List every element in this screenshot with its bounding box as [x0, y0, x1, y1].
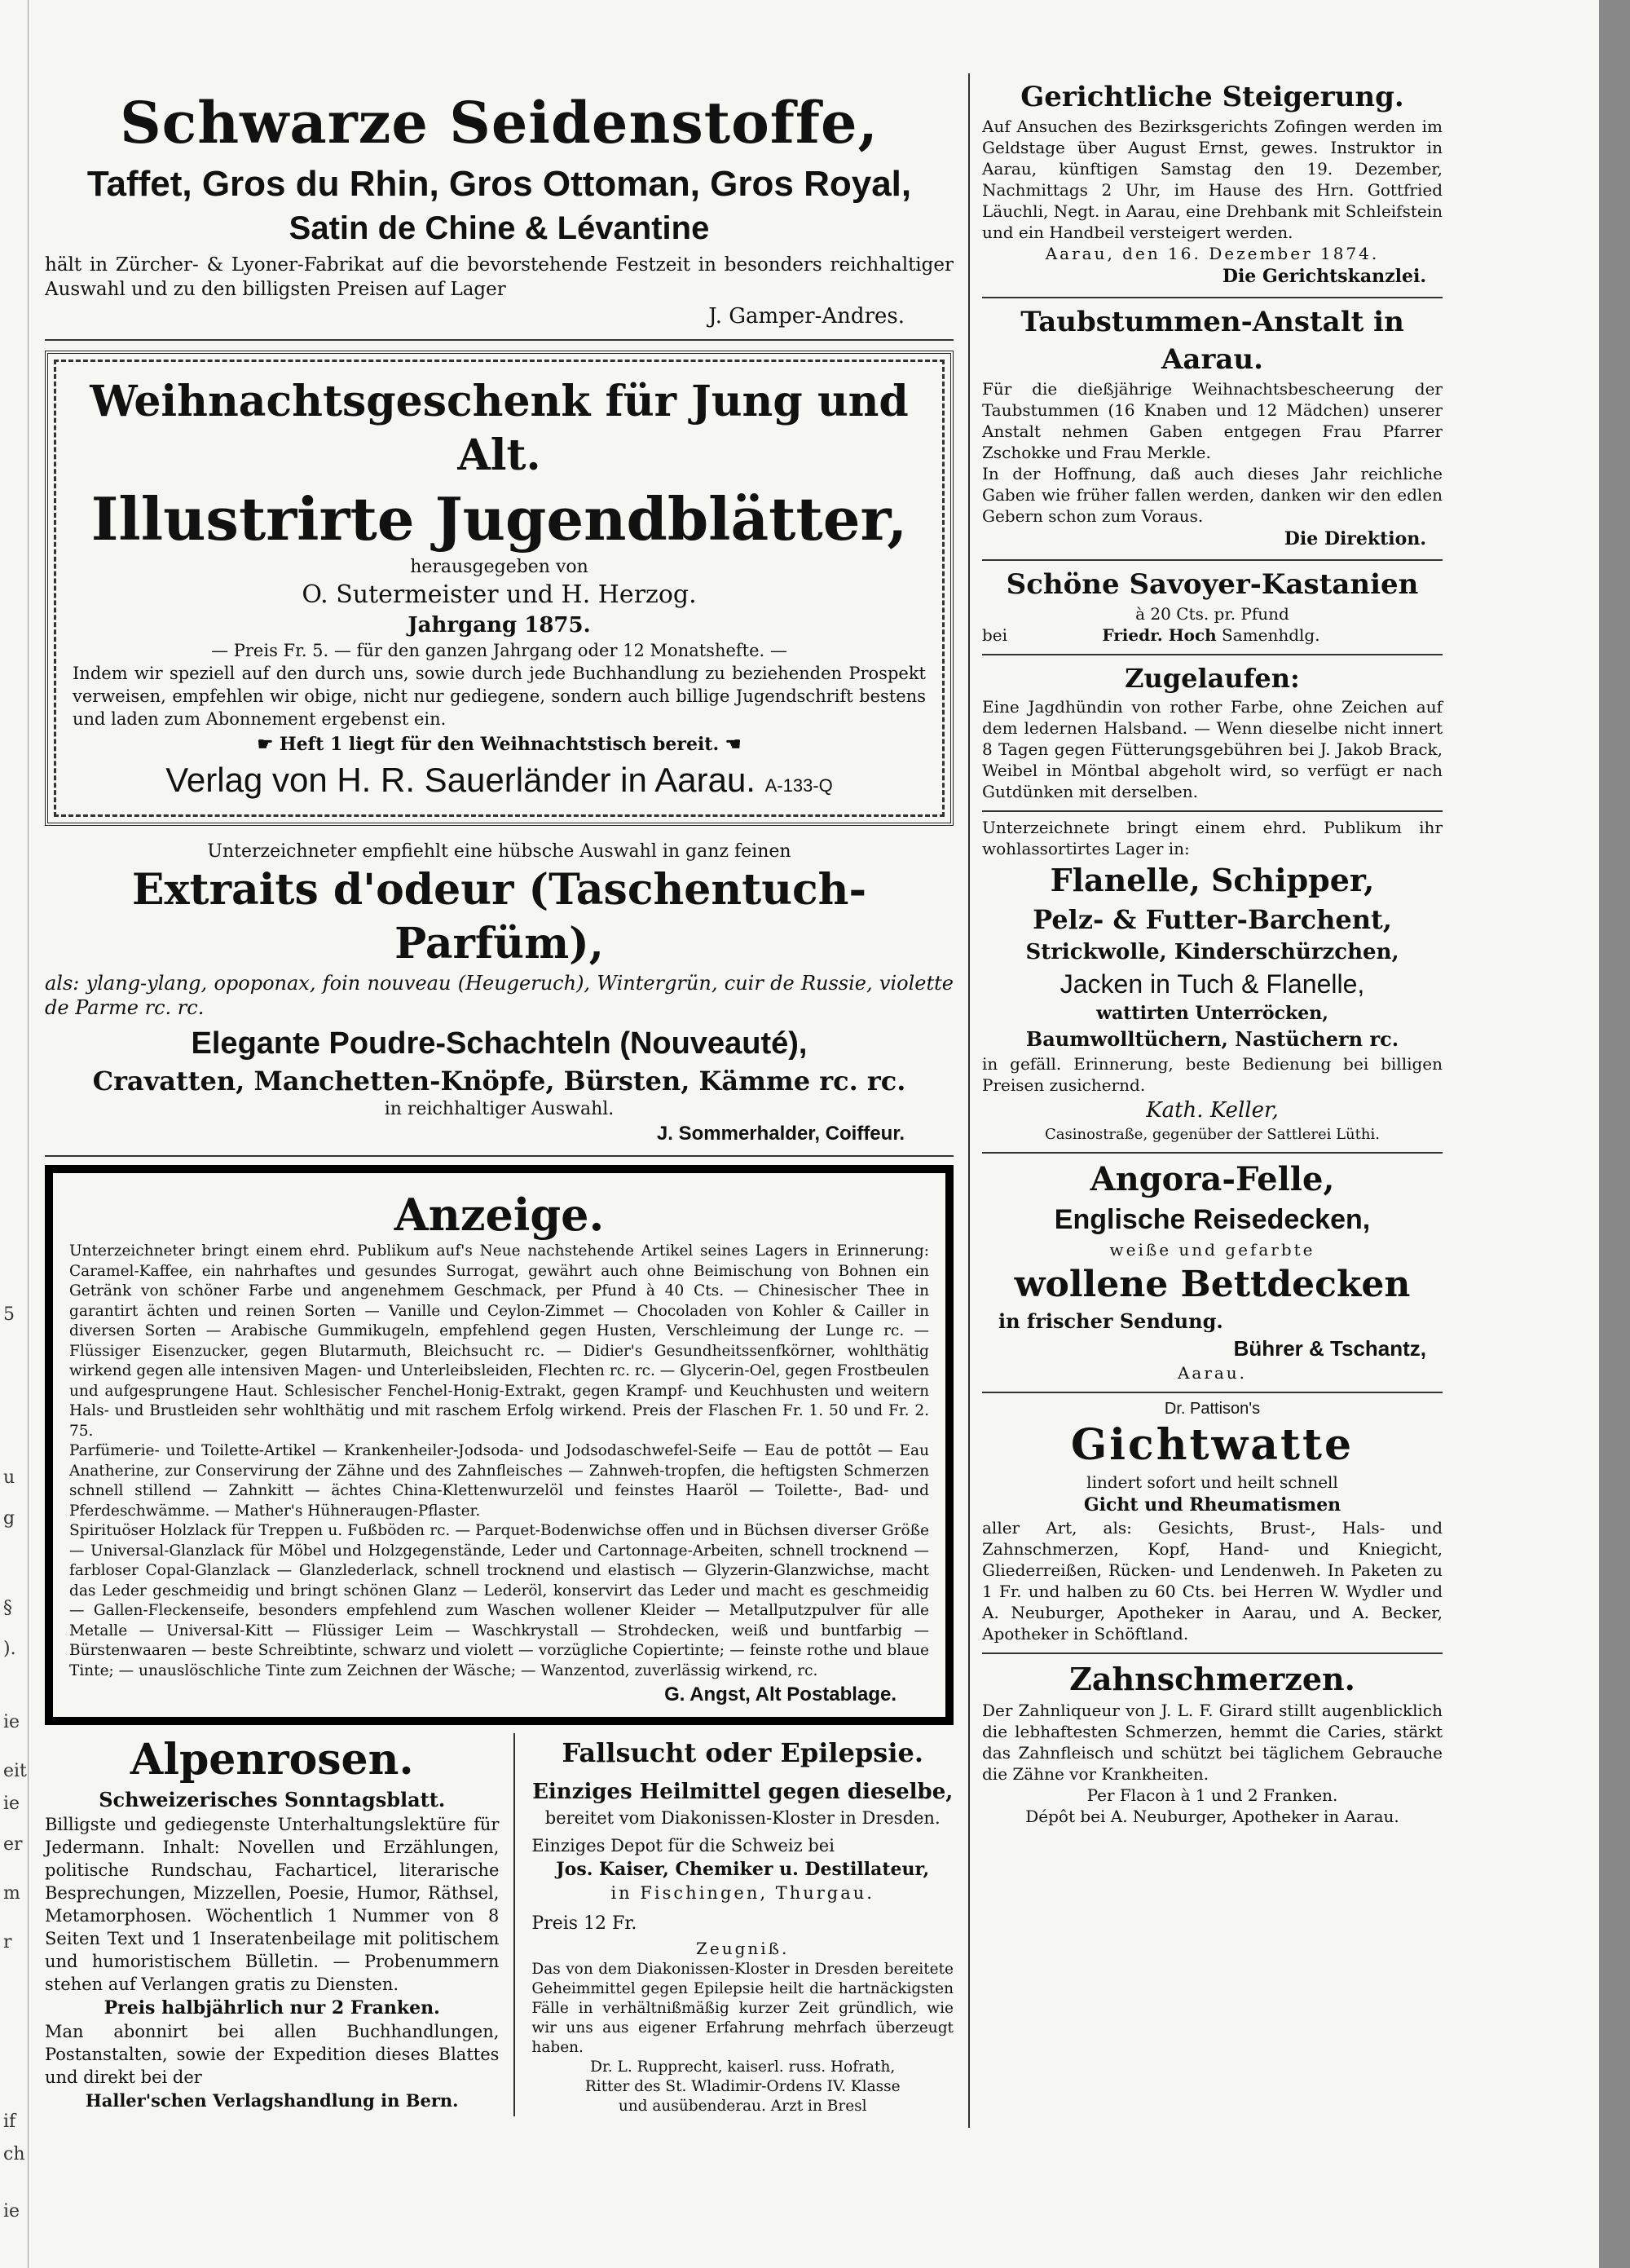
ad-line: Pelz- & Futter-Barchent, [1033, 904, 1392, 935]
ad-line: in reichhaltiger Auswahl. [384, 1099, 615, 1119]
ad-price: Per Flacon à 1 und 2 Franken. [1086, 1785, 1338, 1805]
ad-date: Aarau, den 16. Dezember 1874. [1045, 244, 1380, 263]
ad-body: Indem wir speziell auf den durch uns, sowie durch jede Buchhandlung zu beziehenden Prospekt verweisen, empfehlen wir obige, nicht nur gediegene, sondern auch billige Jugendschrift bestens und laden zum Abonnement ergebenst ein. [73, 664, 926, 729]
ad-signature: J. Sommerhalder, Coiffeur. [656, 1123, 905, 1145]
ad-body: Auf Ansuchen des Bezirksgerichts Zofingen werden im Geldstage über August Ernst, gewes. Instruktor in Aarau, künftigen Samstag den 19. Dezember, Nachmittags 2 Uhr, im Hause des Hrn. Gottfried Läuchli, Negt. in Aarau, eine Drehbank mit Schleifstein und ein Handbeil versteigert werden. [982, 117, 1443, 242]
ad-buehrer [982, 1154, 1443, 1393]
ad-line: Strickwolle, Kinderschürzchen, [1025, 940, 1399, 964]
fragment: ch [3, 2144, 25, 2164]
ad-name: Illustrirte Jugendblätter, [90, 484, 908, 554]
scan-edge [1599, 0, 1630, 2268]
ad-price: Preis halbjährlich nur 2 Franken. [104, 1997, 440, 2019]
ad-body: In der Hoffnung, daß auch dieses Jahr reichliche Gaben wie früher fallen werden, danken wir den edlen Gebern schon zum Voraus. [982, 464, 1443, 526]
ad-title: Gerichtliche Steigerung. [1020, 81, 1404, 113]
ad-line: Baumwolltüchern, Nastüchern rc. [1025, 1027, 1399, 1051]
ad-line: Elegante Poudre-Schachteln (Nouveauté), [191, 1026, 808, 1061]
ad-line: weiße und gefarbte [1109, 1240, 1315, 1260]
fragment: u [3, 1467, 15, 1488]
ad-seller: Friedr. Hoch [1102, 625, 1217, 645]
ad-line: ☛ Heft 1 liegt für den Weihnachtstisch bereit. ☚ [257, 734, 742, 755]
ad-subtitle: Schweizerisches Sonntagsblatt. [99, 1788, 446, 1811]
ad-intro: Unterzeichneter empfiehlt eine hübsche Auswahl in ganz feinen [207, 841, 791, 862]
ad-kastanien [982, 561, 1443, 655]
ad-signature: Dr. L. Rupprecht, kaiserl. russ. Hofrath, [590, 2058, 896, 2076]
ad-publisher [73, 758, 926, 808]
ad-line: Gicht und Rheumatismen [1083, 1494, 1341, 1516]
ad-line: Englische Reisedecken, [1054, 1204, 1371, 1235]
ad-title: Schwarze Seidenstoffe, [120, 89, 879, 157]
ad-depot: Dépôt bei A. Neuburger, Apotheker in Aarau. [1025, 1807, 1399, 1826]
ad-price: Preis 12 Fr. [531, 1913, 637, 1934]
ad-title: Weihnachtsgeschenk für Jung und Alt. [90, 377, 909, 480]
ad-line: Satin de Chine & Lévantine [289, 210, 710, 246]
ad-price: à 20 Cts. pr. Pfund [1135, 604, 1289, 624]
ad-line: Angora-Felle, [1090, 1160, 1335, 1198]
bottom-left-ads [45, 1733, 954, 2116]
ad-fallsucht [515, 1733, 954, 2116]
fragment: r [3, 1932, 12, 1953]
ad-line: Jacken in Tuch & Flanelle, [1060, 969, 1365, 999]
right-column [982, 73, 1443, 1827]
ad-taubstummen [982, 298, 1443, 561]
ad-body: Der Zahnliqueur von J. L. F. Girard stillt augenblicklich die lebhaftesten Schmerzen, hemmt die Caries, stärkt das Zahnfleisch und schützt bei täglichem Gebrauche die Zähne vor Krankheiten. [982, 1701, 1443, 1784]
ad-extraits [45, 836, 954, 1157]
ad-zeugnis-title: Zeugniß. [695, 1939, 790, 1958]
ad-title: Schöne Savoyer-Kastanien [1006, 568, 1419, 601]
ad-signature: und ausübenderau. Arzt in Bresl [618, 2098, 867, 2115]
ad-body: in gefäll. Erinnerung, beste Bedienung bei billigen Preisen zusichernd. [982, 1054, 1443, 1095]
ad-title: Anzeige. [394, 1189, 605, 1241]
ad-body: Für die dießjährige Weihnachtsbescheerung der Taubstummen (16 Knaben und 12 Mädchen) unserer Anstalt nehmen Gaben entgegen Frau Pfarrer Zschokke und Frau Merkle. [982, 379, 1443, 462]
ad-line: in Fischingen, Thurgau. [610, 1883, 874, 1903]
ad-signature: Kath. Keller, [1146, 1098, 1279, 1123]
fragment: ie [3, 1794, 20, 1814]
fragment: er [3, 1834, 23, 1855]
ad-zugelaufen [982, 655, 1443, 812]
fragment: g [3, 1508, 15, 1529]
publisher-name: Verlag von H. R. Sauerländer in Aarau. [165, 761, 756, 799]
ad-address: Casinostraße, gegenüber der Sattlerei Lüthi. [1045, 1126, 1380, 1143]
ad-title: Taubstummen-Anstalt in Aarau. [1020, 306, 1404, 376]
ad-line: herausgegeben von [410, 557, 588, 577]
fragment: ie [3, 1712, 20, 1732]
ad-line: Flanelle, Schipper, [1050, 862, 1375, 898]
ad-list: als: ylang-ylang, opoponax, foin nouveau (Heugeruch), Wintergrün, cuir de Russie, violette de Parme rc. rc. [45, 972, 954, 1019]
ad-publisher: Haller'schen Verlagshandlung in Bern. [85, 2090, 459, 2111]
ad-title: Gichtwatte [1070, 1420, 1355, 1470]
ad-seller-line [982, 624, 1443, 646]
ad-seidenstoffe [45, 73, 954, 341]
ad-alpenrosen [45, 1733, 515, 2116]
ad-price: — Preis Fr. 5. — für den ganzen Jahrgang oder 12 Monatshefte. — [211, 641, 787, 660]
ad-jugendblaetter [45, 351, 954, 826]
ad-place: Aarau. [1177, 1363, 1248, 1383]
ad-line: Cravatten, Manchetten-Knöpfe, Bürsten, Kämme rc. rc. [92, 1066, 906, 1096]
fragment: ie [3, 2201, 20, 2222]
ad-gichtwatte [982, 1393, 1443, 1654]
ad-line: bereitet vom Diakonissen-Kloster in Dresden. [544, 1808, 941, 1828]
ad-steigerung [982, 73, 1443, 298]
ad-line: wollene Bettdecken [1014, 1264, 1411, 1305]
ad-body: Billigste und gediegenste Unterhaltungslektüre für Jedermann. Inhalt: Novellen und Erzählungen, politische Rundschau, Facharticel, literarische Besprechungen, Mizzellen, Poesie, Humor, Räthsel, Metamorphosen. Wöchentlich 1 Nummer von 8 Seiten Text und 1 Inseratenbeilage mit politischem und humoristischem Bülletin. — Probenummern stehen auf Verlangen gratis zu Diensten. [45, 1815, 500, 1994]
column-divider [968, 73, 970, 2128]
fragment: § [3, 1598, 12, 1618]
ad-signature: Die Direktion. [1284, 528, 1426, 549]
ad-body: Eine Jagdhündin von rother Farbe, ohne Zeichen auf dem ledernen Halsband. — Wenn dieselbe nicht innert 8 Tagen gegen Fütterungsgebühren bei J. Jakob Brack, Weibel in Möntbal abgeholt wird, so verfügt er nach Gutdünken mit derselben. [982, 697, 1443, 801]
ad-suffix: Samenhdlg. [1222, 625, 1320, 645]
ad-body: Man abonnirt bei allen Buchhandlungen, Postanstalten, sowie der Expedition dieses Blattes und direkt bei der [45, 2022, 500, 2087]
ad-line: O. Sutermeister und H. Herzog. [302, 580, 697, 609]
ad-body: hält in Zürcher- & Lyoner-Fabrikat auf die bevorstehende Festzeit in besonders reichhaltiger Auswahl und zu den billigsten Preisen auf Lager [45, 254, 954, 300]
ad-zeugnis: Das von dem Diakonissen-Kloster in Dresden bereitete Geheimmittel gegen Epilepsie heilt die hartnäckigsten Fälle in verhältnißmäßig kurzer Zeit gründlich, wie wir uns aus eigener Erfahrung mehrfach überzeugt haben. [531, 1961, 954, 2056]
fragment: m [3, 1883, 20, 1904]
fragment: eit [3, 1761, 27, 1781]
ad-signature: G. Angst, Alt Postablage. [664, 1683, 896, 1705]
ad-intro: Unterzeichnete bringt einem ehrd. Publikum ihr wohlassortirtes Lager in: [982, 818, 1443, 858]
ad-heft: Heft 1 liegt für den Weihnachtstisch bereit. [279, 734, 720, 755]
ad-paragraph: Spirituöser Holzlack für Treppen u. Fußböden rc. — Parquet-Bodenwichse offen und in Büchsen diverser Größe — Universal-Glanzlack für Möbel und Holzgegenstände, Leder und Cartonnage-Arbeiten, schnell trocknend — farbloser Copal-Glanzlack — Glanzlederlack, schnell trocknend und elastisch — Glyzerin-Glanzwichse, macht das Leder geschmeidig und bringt schönen Glanz — Lederöl, konservirt das Leder und macht es geschmeidig — Gallen-Fleckenseife, besonders empfehlend zum Waschen wollener Kleider — Metallputzpulver für alle Metalle — Universal-Kitt — Flüssiger Leim — Waschkrystall — Strohdecken, weiß und buntfarbig — Bürstenwaaren — beste Schreibtinte, schwarz und violett — vorzügliche Copiertinte; — feinste rothe und blaue Tinte; — unauslöschliche Tinte zum Zeichnen der Wäsche; — Wanzentod, zuverlässig wirkend, rc. [69, 1522, 929, 1679]
ad-signature: Bührer & Tschantz, [1233, 1336, 1426, 1361]
ad-keller [982, 812, 1443, 1154]
left-column [45, 73, 954, 2116]
ad-zahnschmerzen [982, 1654, 1443, 1827]
ad-body: aller Art, als: Gesichts, Brust-, Hals- und Zahnschmerzen, Kopf, Hand- und Kniegicht, Gliederreißen, Rücken- und Lendenweh. In Paketen zu 1 Fr. und halben zu 60 Cts. bei Herren W. Wydler und A. Neuburger, Apotheker in Aarau, und A. Becker, Apotheker in Schöftland. [982, 1518, 1443, 1644]
ad-title: Zahnschmerzen. [1069, 1661, 1355, 1697]
ad-line: Jahrgang 1875. [408, 613, 591, 638]
ad-signature: Ritter des St. Wladimir-Ordens IV. Klasse [584, 2078, 901, 2095]
ad-anzeige [45, 1165, 954, 1725]
fragment: ). [3, 1639, 16, 1659]
ad-line: wattirten Unterröcken, [1096, 1003, 1328, 1024]
ad-line: Jos. Kaiser, Chemiker u. Destillateur, [556, 1859, 930, 1880]
ad-line: lindert sofort und heilt schnell [1086, 1472, 1338, 1492]
ad-intro: Dr. Pattison's [1164, 1400, 1261, 1418]
ad-bei: bei [982, 625, 1008, 645]
ad-signature: Die Gerichtskanzlei. [1222, 266, 1426, 287]
ad-line: Einziges Depot für die Schweiz bei [531, 1836, 835, 1855]
ad-line: Einziges Heilmittel gegen dieselbe, [532, 1780, 954, 1804]
left-margin-fragments [0, 0, 29, 2268]
ad-paragraph: Unterzeichneter bringt einem ehrd. Publikum auf's Neue nachstehende Artikel seines Lagers in Erinnerung: Caramel-Kaffee, ein nahrhaftes und gesundes Surrogat, gewährt auch ohne Beimischung von Bohnen ein Getränk von schöner Farbe und angenehmem Geschmack, per Pfund à 40 Cts. — Chinesischer Thee in garantirt ächten und reinen Sorten — Vanille und Ceylon-Zimmet — Chocoladen von Kohler & Cailler in diversen Sorten — Arabische Gummikugeln, empfehlend gegen Husten, Verschleimung der Lunge rc. — Flüssiger Eisenzucker, gegen Blutarmuth, Bleichsucht rc. — Didier's Gesundheitssenfkörner, wohlthätig wirkend gegen alle intensiven Magen- und Unterleibsleiden, Flechten rc. rc. — Glycerin-Oel, gegen Frostbeulen und aufgesprungene Haut. Schlesischer Fenchel-Honig-Extrakt, gegen Krampf- und Keuchhusten und weitern Hals- und Brustleiden sehr wohlthätig und mit raschem Erfolg wirkend. Preis der Flaschen Fr. 1. 50 und Fr. 2. 75. [69, 1242, 929, 1440]
ad-line: Taffet, Gros du Rhin, Gros Ottoman, Gros Royal, [86, 164, 912, 204]
ad-line: in frischer Sendung. [998, 1309, 1223, 1333]
ad-title: Fallsucht oder Epilepsie. [562, 1737, 923, 1768]
ad-paragraph: Parfümerie- und Toilette-Artikel — Krankenheiler-Jodsoda- und Jodsodaschwefel-Seife — Eau de pottôt — Eau Anatherine, zur Conservirung der Zähne und des Zahnfleisches — Zahnweh-tropfen, die heftigsten Schmerzen schnell stillend — Zahnkitt — ächtes China-Klettenwurzelöl und feinstes Haaröl — Toilette-, Bad- und Pferdeschwämme. — Mather's Hühneraugen-Pflaster. [69, 1442, 929, 1520]
ad-title: Extraits d'odeur (Taschentuch-Parfüm), [131, 865, 867, 969]
fragment: 5 [3, 1304, 15, 1325]
fragment: if [3, 2111, 16, 2132]
ad-code: A-133-Q [764, 775, 833, 796]
ad-title: Alpenrosen. [130, 1735, 414, 1785]
ad-signature: J. Gamper-Andres. [708, 304, 905, 329]
ad-title: Zugelaufen: [1125, 663, 1300, 694]
